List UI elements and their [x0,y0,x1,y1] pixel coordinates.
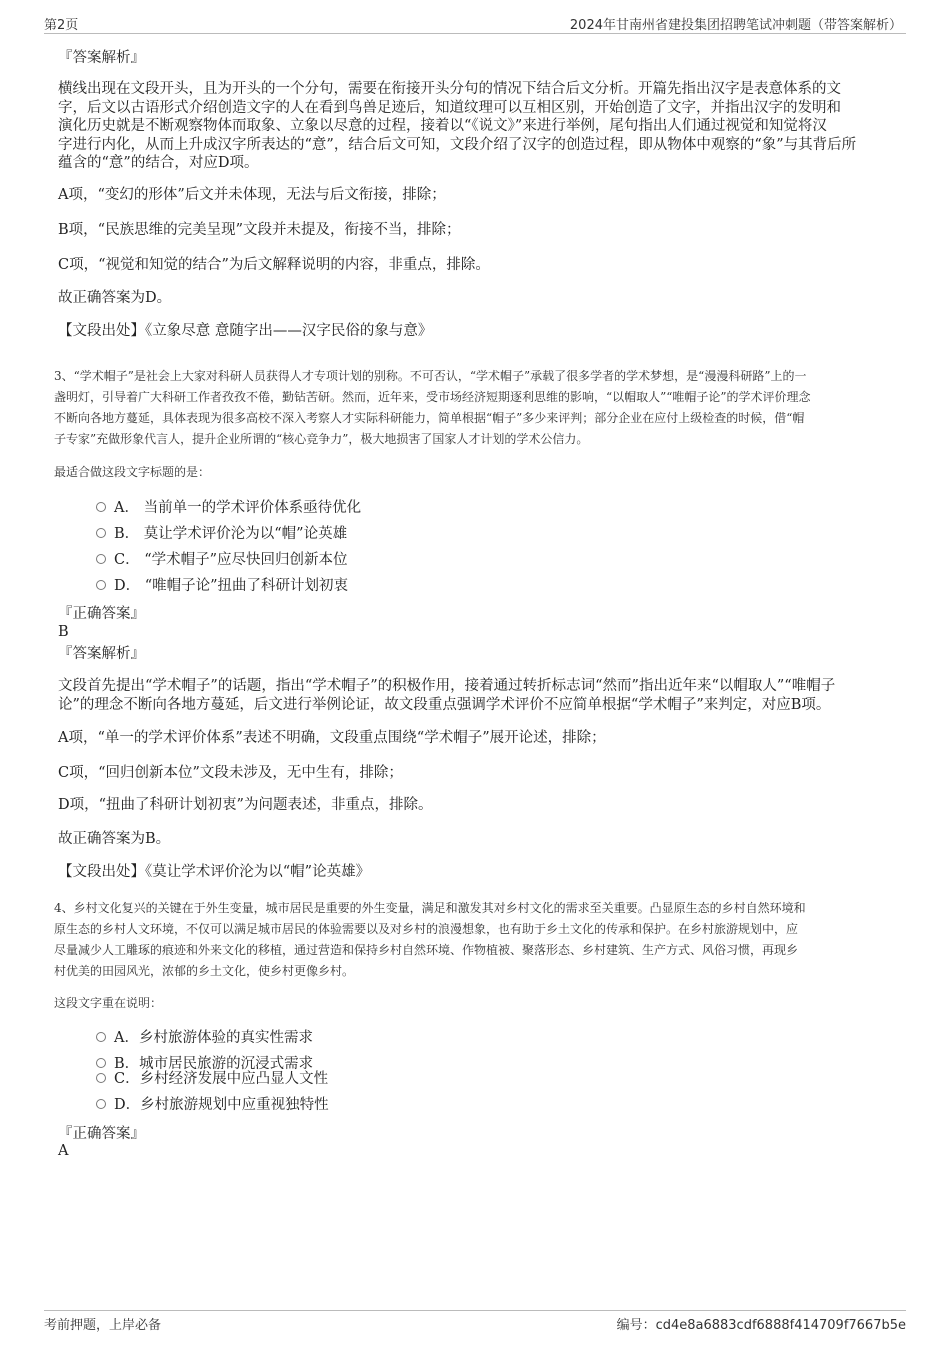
conclusion: 故正确答案为D。 [58,290,172,306]
footer-slogan: 考前押题，上岸必备 [44,1318,162,1333]
conclusion: 故正确答案为B。 [58,831,171,847]
option-a[interactable] [96,1030,313,1047]
elimination-a: A项，“单一的学术评价体系”表述不明确，文段重点围绕“学术帽子”展开论述，排除； [58,730,606,746]
correct-answer: B [58,624,69,640]
option-label: A．乡村旅游体验的真实性需求 [114,1030,313,1046]
question-stem-line: 村优美的田园风光，浓郁的乡土文化，使乡村更像乡村。 [54,964,355,978]
question-stem-line: 3、“学术帽子”是社会上大家对科研人员获得人才专项计划的别称。不可否认，“学术帽子”承载了很多学者的学术梦想，是“漫漫科研路”上的一 [54,369,807,383]
elimination-b: B项，“民族思维的完美呈现”文段并未提及，衔接不当，排除； [58,222,461,238]
analysis-line: 字，后文以古语形式介绍创造文字的人在看到鸟兽足迹后，知道纹理可以互相区别，开始创造了文字，并指出汉字的发明和 [58,100,841,116]
question-stem-line: 原生态的乡村人文环境，不仅可以满足城市居民的体验需要以及对乡村的浪漫想象，也有助于乡土文化的传承和保护。在乡村旅游规划中，应 [54,922,799,936]
question-prompt: 这段文字重在说明： [54,996,163,1010]
answer-heading: 『正确答案』 [58,606,145,622]
question-stem-line: 尽量减少人工雕琢的痕迹和外来文化的移植，通过营造和保持乡村自然环境、作物植被、聚落形态、乡村建筑、生产方式、风俗习惯，再现乡 [54,943,799,957]
correct-answer: A [58,1143,69,1159]
elimination-c: C项，“回归创新本位”文段未涉及，无中生有，排除； [58,765,403,781]
page-footer [0,1310,950,1345]
option-a[interactable] [96,500,361,517]
option-label: C．乡村经济发展中应凸显人文性 [114,1071,329,1087]
elimination-d: D项，“扭曲了科研计划初衷”为问题表述，非重点，排除。 [58,797,433,813]
analysis-line: 字进行内化，从而上升成汉字所表达的“意”，结合后文可知，文段介绍了汉字的创造过程，即从物体中观察的“象”与其背后所 [58,137,857,153]
analysis-line: 论”的理念不断向各地方蔓延，后文进行举例论证，故文段重点强调学术评价不应简单根据“学术帽子”来判定，对应B项。 [58,697,831,713]
option-label: D． “唯帽子论”扭曲了科研计划初衷 [114,578,349,594]
option-label: D．乡村旅游规划中应重视独特性 [114,1097,329,1113]
question-stem-line: 盏明灯，引导着广大科研工作者孜孜不倦，勤钻苦研。然而，近年来，受市场经济短期逐利思维的影响，“以帽取人”“唯帽子论”的学术评价理念 [54,390,811,404]
document-code: 编号：cd4e8a6883cdf6888f414709f7667b5e [616,1318,906,1333]
page-number: 第2页 [44,18,79,33]
question-stem-line: 子专家”充做形象代言人，提升企业所谓的“核心竞争力”，极大地损害了国家人才计划的学术公信力。 [54,432,589,446]
radio-icon[interactable] [96,1058,106,1068]
option-d[interactable] [96,578,348,595]
radio-icon[interactable] [96,554,106,564]
option-label: C． “学术帽子”应尽快回归创新本位 [114,552,348,568]
option-label: A． 当前单一的学术评价体系亟待优化 [114,500,362,516]
analysis-line: 文段首先提出“学术帽子”的话题，指出“学术帽子”的积极作用，接着通过转折标志词“然而”指出近年来“以帽取人”“唯帽子 [58,678,836,694]
option-c[interactable] [96,552,348,569]
option-label: B．城市居民旅游的沉浸式需求 [114,1056,314,1072]
question-stem-line: 不断向各地方蔓延，具体表现为很多高校不深入考察人才实际科研能力，简单根据“帽子”多少来评判；部分企业在应付上级检查的时候，借“帽 [54,411,805,425]
document-title: 2024年甘南州省建投集团招聘笔试冲刺题（带答案解析） [569,18,902,33]
analysis-line: 横线出现在文段开头，且为开头的一个分句，需要在衔接开头分句的情况下结合后文分析。开篇先指出汉字是表意体系的文 [58,81,841,97]
analysis-heading: 『答案解析』 [58,50,145,66]
radio-icon[interactable] [96,528,106,538]
option-c[interactable] [96,1071,328,1088]
question-stem-line: 4、乡村文化复兴的关键在于外生变量，城市居民是重要的外生变量，满足和激发其对乡村文化的需求至关重要。凸显原生态的乡村自然环境和 [54,901,806,915]
option-d[interactable] [96,1097,329,1114]
radio-icon[interactable] [96,1032,106,1042]
page-header [0,0,950,34]
elimination-a: A项，“变幻的形体”后文并未体现，无法与后文衔接，排除； [58,187,446,203]
source-note: 【文段出处】《莫让学术评价沦为以“帽”论英雄》 [58,864,371,880]
header-divider [44,33,906,34]
analysis-line: 演化历史就是不断观察物体而取象、立象以尽意的过程，接着以“《说文》”来进行举例，尾句指出人们通过视觉和知觉将汉 [58,118,827,134]
radio-icon[interactable] [96,1073,106,1083]
elimination-c: C项，“视觉和知觉的结合”为后文解释说明的内容，非重点，排除。 [58,257,490,273]
question-prompt: 最适合做这段文字标题的是： [54,465,211,479]
source-note: 【文段出处】《立象尽意 意随字出——汉字民俗的象与意》 [58,323,433,339]
radio-icon[interactable] [96,580,106,590]
radio-icon[interactable] [96,1099,106,1109]
option-label: B． 莫让学术评价沦为以“帽”论英雄 [114,526,348,542]
analysis-heading: 『答案解析』 [58,646,145,662]
option-b[interactable] [96,526,347,543]
analysis-line: 蕴含的“意”的结合，对应D项。 [58,155,259,171]
radio-icon[interactable] [96,502,106,512]
footer-divider [44,1310,906,1311]
answer-heading: 『正确答案』 [58,1126,145,1142]
